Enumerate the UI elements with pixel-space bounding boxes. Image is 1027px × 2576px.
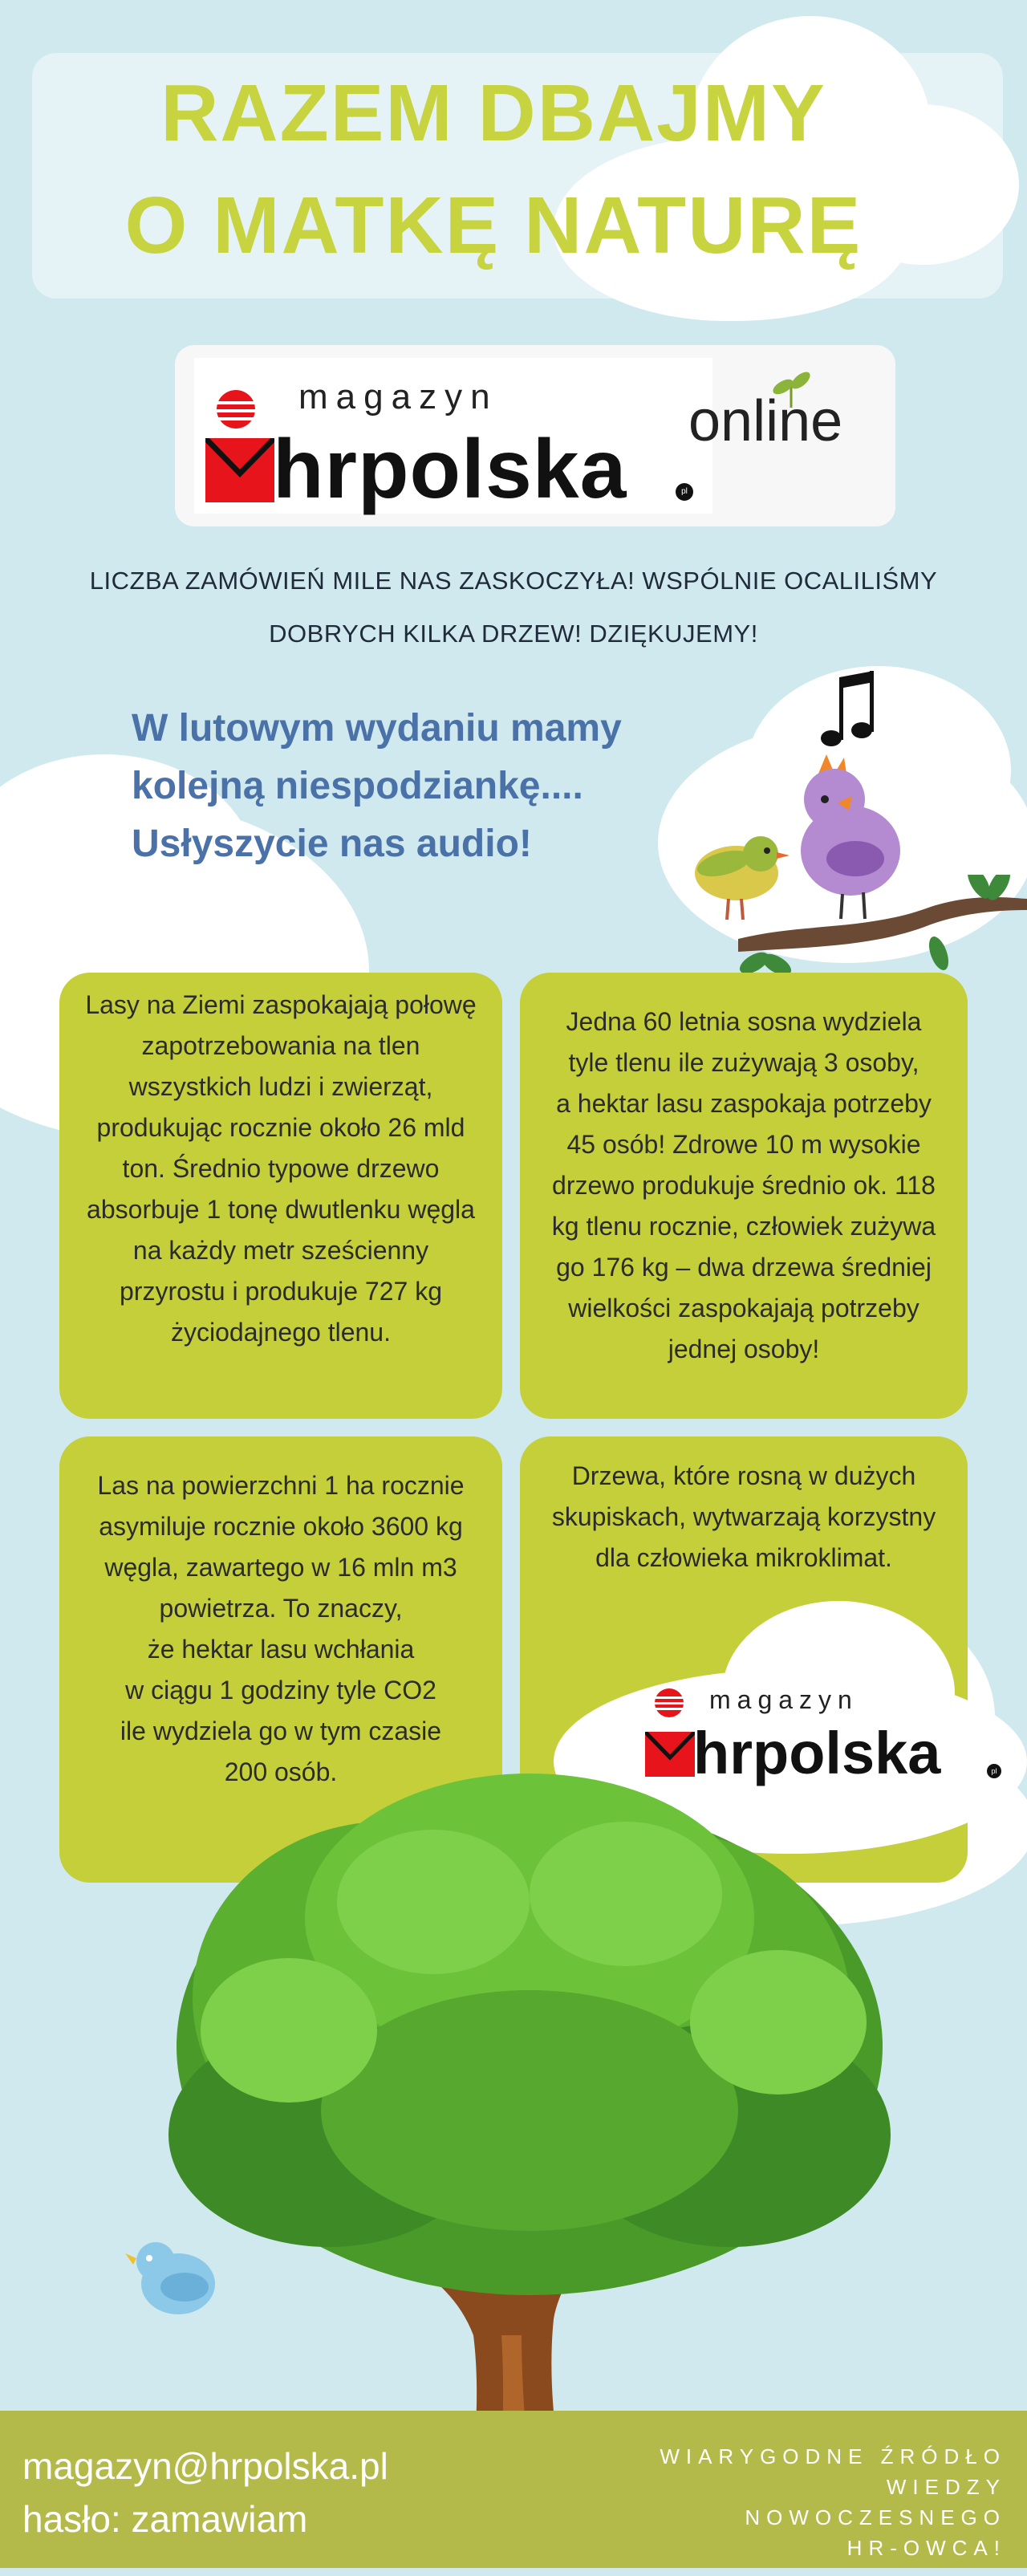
fact-line: 200 osób. <box>224 1757 338 1786</box>
contact-email[interactable]: magazyn@hrpolska.pl <box>22 2445 388 2487</box>
logo-magazyn-text: magazyn <box>298 377 498 416</box>
fact-card-2 <box>520 973 968 1419</box>
fact-line: skupiskach, wytwarzają korzystny <box>551 1502 936 1531</box>
fact-card-4-text <box>531 1456 956 1579</box>
fact-line: wszystkich ludzi i zwierząt, <box>128 1072 433 1101</box>
purple-bird-icon <box>786 754 923 923</box>
fact-line: kg tlenu rocznie, człowiek zużywa <box>551 1212 936 1241</box>
yellow-bird-icon <box>684 831 796 936</box>
logo-pl-badge: pl <box>987 1764 1001 1778</box>
logo-envelope-icon <box>205 438 274 502</box>
fact-card-1-text <box>71 985 491 1353</box>
fact-card-1 <box>59 973 502 1419</box>
fact-line: w ciągu 1 godziny tyle CO2 <box>125 1676 436 1704</box>
fact-line: że hektar lasu wchłania <box>147 1635 415 1664</box>
audio-announcement-line-1: W lutowym wydaniu mamy <box>132 707 622 750</box>
intro-line-2: DOBRYCH KILKA DRZEW! DZIĘKUJEMY! <box>269 620 758 648</box>
fact-line: węgla, zawartego w 16 mln m3 <box>104 1553 457 1582</box>
fact-card-2-text <box>531 1002 956 1370</box>
fact-line: asymiluje rocznie około 3600 kg <box>99 1512 463 1541</box>
fact-line: jednej osoby! <box>668 1335 820 1363</box>
blue-bird-icon <box>125 2234 221 2322</box>
fact-line: dla człowieka mikroklimat. <box>595 1543 892 1572</box>
logo-card <box>175 345 895 526</box>
music-note-icon <box>820 666 876 754</box>
fact-line: życiodajnego tlenu. <box>171 1318 391 1347</box>
tagline-line-2: WIEDZY <box>886 2475 1006 2499</box>
magazyn-logo-icon <box>212 390 268 440</box>
audio-announcement-line-2: kolejną niespodziankę.... <box>132 765 583 807</box>
logo-hrpolska <box>194 358 712 514</box>
logo-pl-badge: pl <box>676 483 693 501</box>
fact-line: Jedna 60 letnia sosna wydziela <box>566 1007 922 1036</box>
fact-line: powietrza. To znaczy, <box>159 1594 403 1623</box>
logo-online-text: online <box>688 389 843 453</box>
fact-line: go 176 kg – dwa drzewa średniej <box>556 1253 932 1282</box>
magazyn-logo-icon <box>652 1687 688 1721</box>
tagline-line-3: NOWOCZESNEGO <box>745 2505 1006 2529</box>
fact-line: drzewo produkuje średnio ok. 118 <box>552 1171 936 1200</box>
fact-line: produkując rocznie około 26 mld <box>96 1113 465 1142</box>
tagline-line-1: WIARYGODNE ŹRÓDŁO <box>660 2444 1006 2468</box>
fact-card-3-text <box>71 1465 491 1793</box>
fact-line: zapotrzebowania na tlen <box>141 1031 420 1060</box>
logo-magazyn-text: magazyn <box>709 1685 859 1714</box>
page-title-line-2: O MATKĘ NATURĘ <box>124 181 863 270</box>
fact-line: Drzewa, które rosną w dużych <box>571 1461 916 1490</box>
fact-line: tyle tlenu ile zużywają 3 osoby, <box>568 1048 919 1077</box>
tagline-line-4: HR-OWCA! <box>846 2536 1006 2560</box>
intro-line-1: LICZBA ZAMÓWIEŃ MILE NAS ZASKOCZYŁA! WSPÓLNIE OCALILIŚMY <box>89 567 938 595</box>
leaf-icon <box>767 369 815 409</box>
fact-line: absorbuje 1 tonę dwutlenku węgla <box>87 1195 475 1224</box>
fact-line: przyrostu i produkuje 727 kg <box>120 1277 442 1306</box>
fact-line: a hektar lasu zaspokaja potrzeby <box>556 1089 932 1118</box>
fact-line: 45 osób! Zdrowe 10 m wysokie <box>566 1130 921 1159</box>
fact-line: Lasy na Ziemi zaspokajają połowę <box>85 990 477 1019</box>
contact-password: hasło: zamawiam <box>22 2498 308 2540</box>
fact-line: na każdy metr sześcienny <box>132 1236 429 1265</box>
tagline <box>557 2441 1006 2563</box>
fact-line: ile wydziela go w tym czasie <box>120 1717 442 1745</box>
logo-brand-text: hrpolska <box>693 1720 941 1786</box>
audio-announcement <box>132 700 741 873</box>
page-title-line-1: RAZEM DBAJMY <box>160 68 826 158</box>
fact-line: Las na powierzchni 1 ha rocznie <box>97 1471 465 1500</box>
logo-brand-text: hrpolska <box>273 423 627 516</box>
fact-line: wielkości zaspokajają potrzeby <box>568 1294 919 1323</box>
fact-line: ton. Średnio typowe drzewo <box>122 1154 440 1183</box>
audio-announcement-line-3: Usłyszycie nas audio! <box>132 823 532 865</box>
